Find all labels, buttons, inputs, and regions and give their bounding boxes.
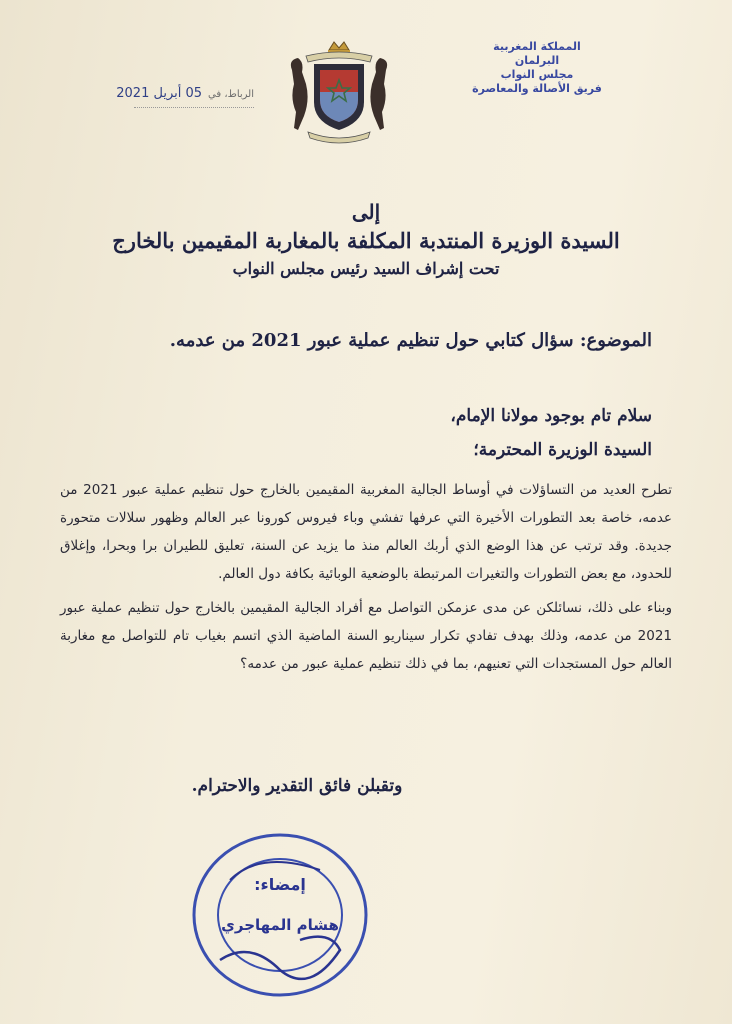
greeting: سلام تام بوجود مولانا الإمام،: [450, 406, 652, 426]
kingdom-line: المملكة المغربية: [493, 40, 581, 53]
closing-line: وتقبلن فائق التقدير والاحترام.: [191, 776, 403, 796]
signatory-name: هشام المهاجري: [221, 916, 339, 934]
city-label: الرباط، في: [208, 89, 254, 100]
letter-body: [60, 476, 672, 684]
to-label: إلى: [351, 200, 381, 224]
body-paragraph-1: تطرح العديد من التساؤلات في أوساط الجالية المغربية المقيمين بالخارج حول تنظيم عملية عبور 2021 من عدمه، خاصة بعد التطورات الأخيرة التي عرفها تفشي وباء فيروس كورونا عبر العالم وظهور سلالات متحورة جديدة. وقد ترتب عن هذا الوضع الذي أربك العالم منذ ما يزيد عن السنة، تعليق للطيران برا وبحرا، وإغلاق للحدود، مع بعض التطورات والتغيرات المرتبطة بالوضعية الوبائية بكافة دول العالم.: [60, 482, 672, 582]
subject-label: الموضوع:: [579, 330, 652, 351]
parliament-line: البرلمان: [514, 54, 560, 67]
addressee-block: [60, 200, 672, 278]
letter-date: 05 أبريل 2021: [116, 86, 203, 101]
handwritten-signature-icon: [220, 937, 340, 979]
signed-label: إمضاء:: [254, 875, 306, 894]
house-line: مجلس النواب: [500, 68, 574, 81]
recipient: السيدة الوزيرة المنتدبة المكلفة بالمغاربة المقيمين بالخارج: [112, 228, 620, 253]
subject-text: سؤال كتابي حول تنظيم عملية عبور 2021 من عدمه.: [169, 330, 574, 351]
institution-header: [462, 40, 612, 96]
date-block: [74, 86, 254, 108]
coat-of-arms-icon: [284, 40, 394, 144]
party-group-line: فريق الأصالة والمعاصرة: [472, 82, 602, 95]
subject-line: [52, 330, 652, 351]
date-dotted-line: [134, 107, 254, 108]
supervision-line: تحت إشراف السيد رئيس مجلس النواب: [232, 259, 500, 278]
official-stamp-icon: [180, 820, 380, 1010]
body-paragraph-2: وبناء على ذلك، نسائلكن عن مدى عزمكن التواصل مع أفراد الجالية المقيمين بالخارج حول تنظيم عملية عبور 2021 من عدمه، وذلك بهدف تفادي تكرار سيناريو السنة الماضية الذي اتسم بغياب تام للتواصل مع مغاربة العالم حول المستجدات التي تعنيهم، بما في ذلك تنظيم عملية عبور من عدمه؟: [60, 600, 672, 672]
salutation: السيدة الوزيرة المحترمة؛: [473, 440, 652, 460]
